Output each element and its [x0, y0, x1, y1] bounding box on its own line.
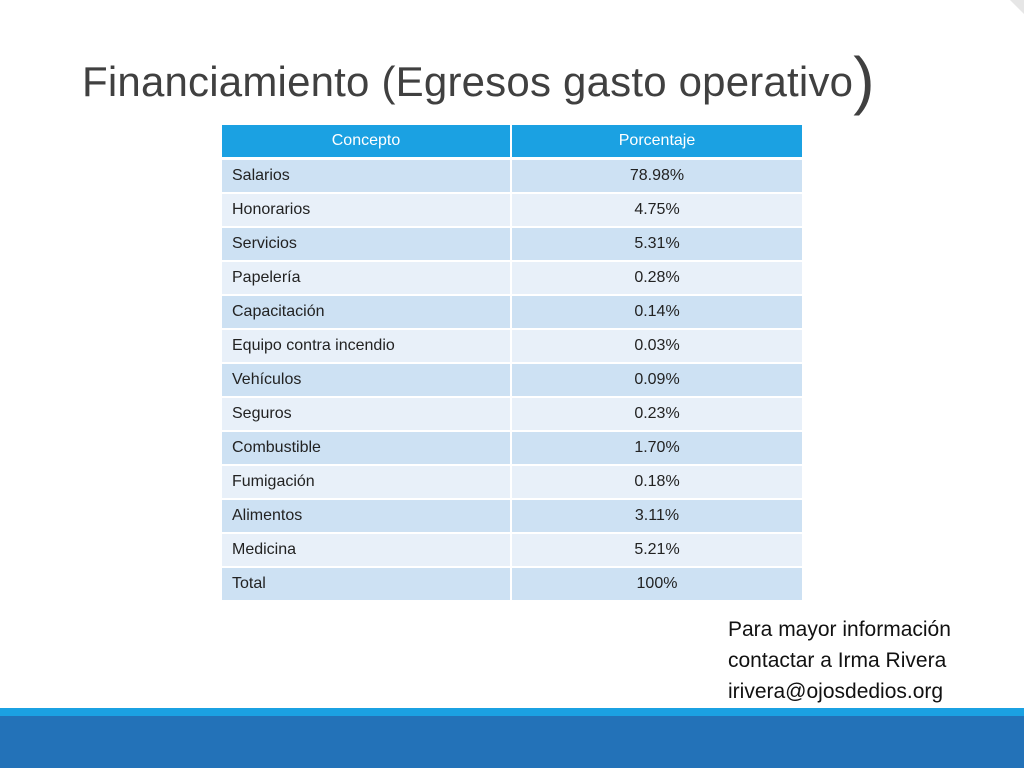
concepto-cell: Honorarios [222, 193, 511, 227]
porcentaje-cell: 0.23% [511, 397, 802, 431]
concepto-cell: Fumigación [222, 465, 511, 499]
table-row [222, 533, 802, 567]
table-row [222, 465, 802, 499]
table-row [222, 261, 802, 295]
contact-info [728, 614, 951, 707]
contact-email: irivera@ojosdedios.org [728, 680, 944, 703]
concepto-cell: Vehículos [222, 363, 511, 397]
table-row [222, 499, 802, 533]
corner-accent [1010, 0, 1024, 14]
porcentaje-cell: 5.31% [511, 227, 802, 261]
concepto-cell: Medicina [222, 533, 511, 567]
porcentaje-cell: 78.98% [511, 159, 802, 194]
contact-line-1: Para mayor información [728, 618, 951, 641]
footer-band-light [0, 708, 1024, 716]
expense-table [222, 125, 802, 602]
table-row [222, 227, 802, 261]
porcentaje-cell: 4.75% [511, 193, 802, 227]
porcentaje-cell: 0.03% [511, 329, 802, 363]
porcentaje-cell: 1.70% [511, 431, 802, 465]
concepto-cell: Seguros [222, 397, 511, 431]
total-label-cell: Total [222, 567, 511, 601]
concepto-cell: Salarios [222, 159, 511, 194]
concepto-cell: Alimentos [222, 499, 511, 533]
table-row [222, 363, 802, 397]
table-row [222, 295, 802, 329]
slide-title [82, 44, 875, 116]
table-row [222, 193, 802, 227]
porcentaje-cell: 0.14% [511, 295, 802, 329]
porcentaje-cell: 0.28% [511, 261, 802, 295]
table-row [222, 329, 802, 363]
concepto-cell: Papelería [222, 261, 511, 295]
table-row [222, 159, 802, 194]
contact-line-2: contactar a Irma Rivera [728, 649, 947, 672]
porcentaje-cell: 5.21% [511, 533, 802, 567]
footer-band-dark [0, 716, 1024, 768]
concepto-cell: Servicios [222, 227, 511, 261]
concepto-cell: Equipo contra incendio [222, 329, 511, 363]
concepto-cell: Combustible [222, 431, 511, 465]
porcentaje-cell: 0.18% [511, 465, 802, 499]
column-header-concepto: Concepto [222, 125, 511, 159]
column-header-porcentaje: Porcentaje [511, 125, 802, 159]
table-row [222, 397, 802, 431]
total-value-cell: 100% [511, 567, 802, 601]
slide-title-text: Financiamiento (Egresos gasto operativo [82, 58, 854, 105]
porcentaje-cell: 0.09% [511, 363, 802, 397]
concepto-cell: Capacitación [222, 295, 511, 329]
porcentaje-cell: 3.11% [511, 499, 802, 533]
slide-title-close-paren: ) [853, 44, 875, 116]
table-row-total [222, 567, 802, 601]
table-row [222, 431, 802, 465]
table-header-row [222, 125, 802, 159]
